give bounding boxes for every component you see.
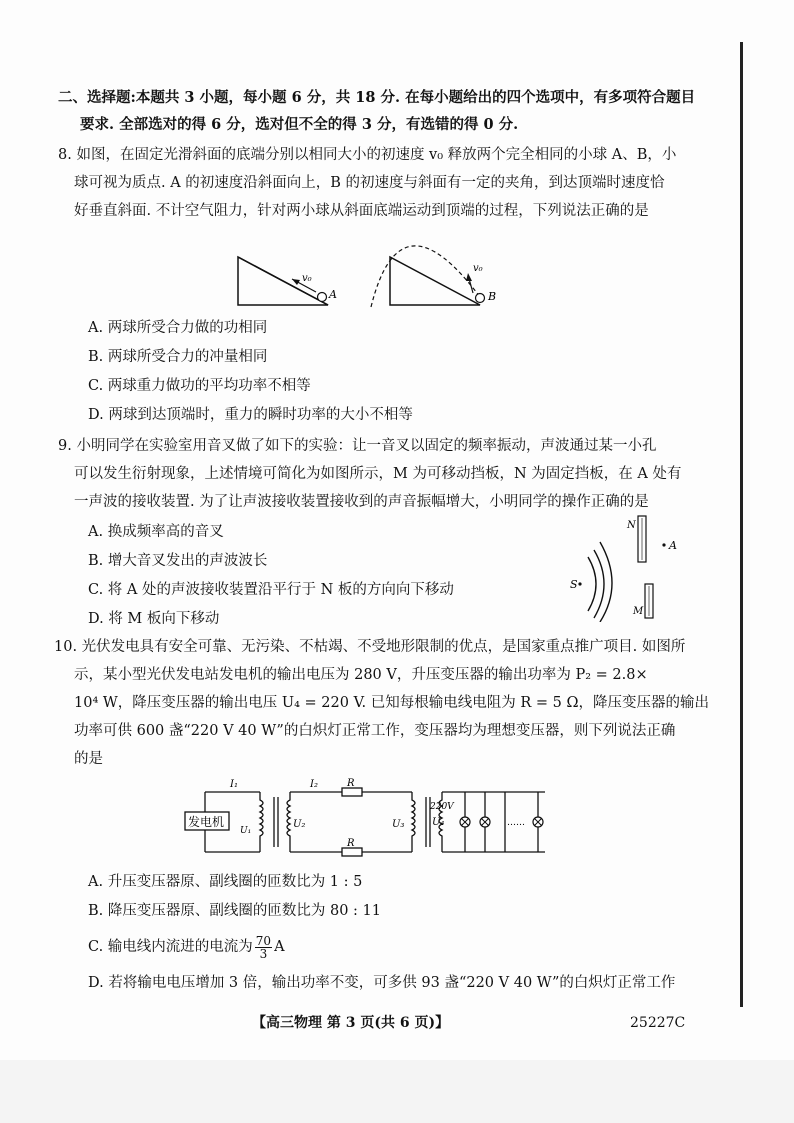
q8-option-a: A. 两球所受合力做的功相同: [88, 320, 268, 336]
q9-option-b: B. 增大音叉发出的声波波长: [88, 553, 268, 569]
lamp-1: [460, 792, 470, 852]
step-up-primary-coil: [260, 792, 263, 852]
label-b: B: [488, 290, 497, 303]
resistor-r-top-label: R: [347, 778, 355, 789]
q8-line3: 好垂直斜面. 不计空气阻力，针对两小球从斜面底端运动到顶端的过程，下列说法正确的是: [74, 203, 649, 219]
q10-line2: 示，某小型光伏发电站发电机的输出电压为 280 V，升压变压器的输出功率为 P₂ = 2.8×: [74, 667, 648, 683]
wavefront-1: [588, 557, 596, 611]
fraction-denominator: 3: [259, 946, 268, 961]
footer-title: 【高三物理 第 3 页(共 6 页)】: [252, 1015, 450, 1031]
q8-option-b: B. 两球所受合力的冲量相同: [88, 349, 268, 365]
generator-label: 发电机: [188, 815, 225, 829]
line-resistor-top: [342, 788, 362, 796]
page-bottom-margin: [0, 1060, 794, 1123]
q9-line2: 可以发生衍射现象，上述情境可简化为如图所示，M 为可移动挡板，N 为固定挡板，在 A 处有: [74, 466, 682, 482]
current-fraction: [255, 935, 272, 960]
source-label-s: S: [570, 578, 578, 591]
q10-line4: 功率可供 600 盏“220 V 40 W”的白炽灯正常工作，变压器均为理想变压器，则下列说法正确: [74, 723, 676, 739]
arrow-head-b: [466, 273, 472, 281]
q10-option-d: D. 若将输电电压增加 3 倍，输出功率不变，可多供 93 盏“220 V 40 W”的白炽灯正常工作: [88, 975, 676, 991]
q8-option-d: D. 两球到达顶端时，重力的瞬时功率的大小不相等: [88, 407, 413, 423]
receiver-dot: [662, 543, 665, 546]
q9-line3: 一声波的接收装置. 为了让声波接收装置接收到的声音振幅增大，小明同学的操作正确的是: [74, 494, 649, 510]
fraction-numerator: 70: [255, 933, 272, 948]
u3-label: U₃: [392, 819, 405, 830]
label-n: N: [627, 520, 636, 531]
q10-option-a: A. 升压变压器原、副线圈的匝数比为 1 : 5: [88, 874, 363, 890]
q10-option-c-text: C. 输电线内流进的电流为: [88, 939, 253, 955]
label-a: A: [329, 288, 337, 301]
q9-line1: 9. 小明同学在实验室用音叉做了如下的实验：让一音叉以固定的频率振动，声波通过某一小孔: [58, 438, 657, 454]
lamp-n: [533, 792, 543, 852]
q10-line3: 10⁴ W，降压变压器的输出电压 U₄ = 220 V. 已知每根输电线电阻为 R = 5 Ω，降压变压器的输出: [74, 695, 709, 711]
step-up-secondary-coil: [287, 792, 290, 852]
footer-code: 25227C: [630, 1015, 686, 1031]
q9-option-c: C. 将 A 处的声波接收装置沿平行于 N 板的方向向下移动: [88, 582, 454, 598]
u2-label: U₂: [293, 819, 306, 830]
ball-b: [476, 294, 485, 303]
q9-figure: [560, 512, 690, 622]
right-margin-rule: [740, 42, 743, 1007]
section-heading: 二、选择题:本题共 3 小题，每小题 6 分，共 18 分. 在每小题给出的四个选项中，有多项符合题目: [58, 89, 696, 106]
u4-label: U₄: [432, 817, 445, 828]
wavefront-3: [600, 542, 612, 622]
source-dot: [578, 582, 581, 585]
q10-line5: 的是: [74, 751, 103, 767]
ball-a: [318, 293, 327, 302]
voltage-220v-label: 220V: [430, 802, 454, 812]
current-unit: A: [274, 939, 285, 955]
q10-option-b: B. 降压变压器原、副线圈的匝数比为 80 : 11: [88, 903, 381, 919]
label-a-receiver: A: [669, 539, 677, 552]
current-i2-label: I₂: [310, 779, 318, 790]
lamp-2: [480, 792, 490, 852]
q10-circuit-figure: [180, 775, 560, 860]
section-heading-cont: 要求. 全部选对的得 6 分，选对但不全的得 3 分，有选错的得 0 分.: [80, 116, 519, 133]
q8-line1: 8. 如图，在固定光滑斜面的底端分别以相同大小的初速度 v₀ 释放两个完全相同的小球 A、B，小: [58, 147, 677, 163]
v0-label-a: v₀: [302, 273, 312, 284]
q8-line2: 球可视为质点. A 的初速度沿斜面向上，B 的初速度与斜面有一定的夹角，到达顶端时速度恰: [74, 175, 665, 191]
q9-option-d: D. 将 M 板向下移动: [88, 611, 220, 627]
q8-figure: [230, 225, 520, 310]
step-down-primary-coil: [412, 792, 415, 852]
resistor-r-bottom-label: R: [347, 838, 355, 849]
u1-label: U₁: [240, 826, 252, 836]
lamp-ellipsis: ……: [507, 818, 525, 828]
label-m: M: [633, 606, 644, 617]
line-resistor-bottom: [342, 848, 362, 856]
q10-line1: 10. 光伏发电具有安全可靠、无污染、不枯竭、不受地形限制的优点，是国家重点推广项目. 如图所: [54, 639, 686, 655]
q8-option-c: C. 两球重力做功的平均功率不相等: [88, 378, 311, 394]
v0-label-b: v₀: [473, 263, 483, 274]
q10-option-c: [88, 932, 285, 962]
current-i1-label: I₁: [230, 779, 238, 790]
arrow-head-a: [292, 279, 300, 285]
incline-a: [238, 257, 328, 305]
q9-option-a: A. 换成频率高的音叉: [88, 524, 224, 540]
